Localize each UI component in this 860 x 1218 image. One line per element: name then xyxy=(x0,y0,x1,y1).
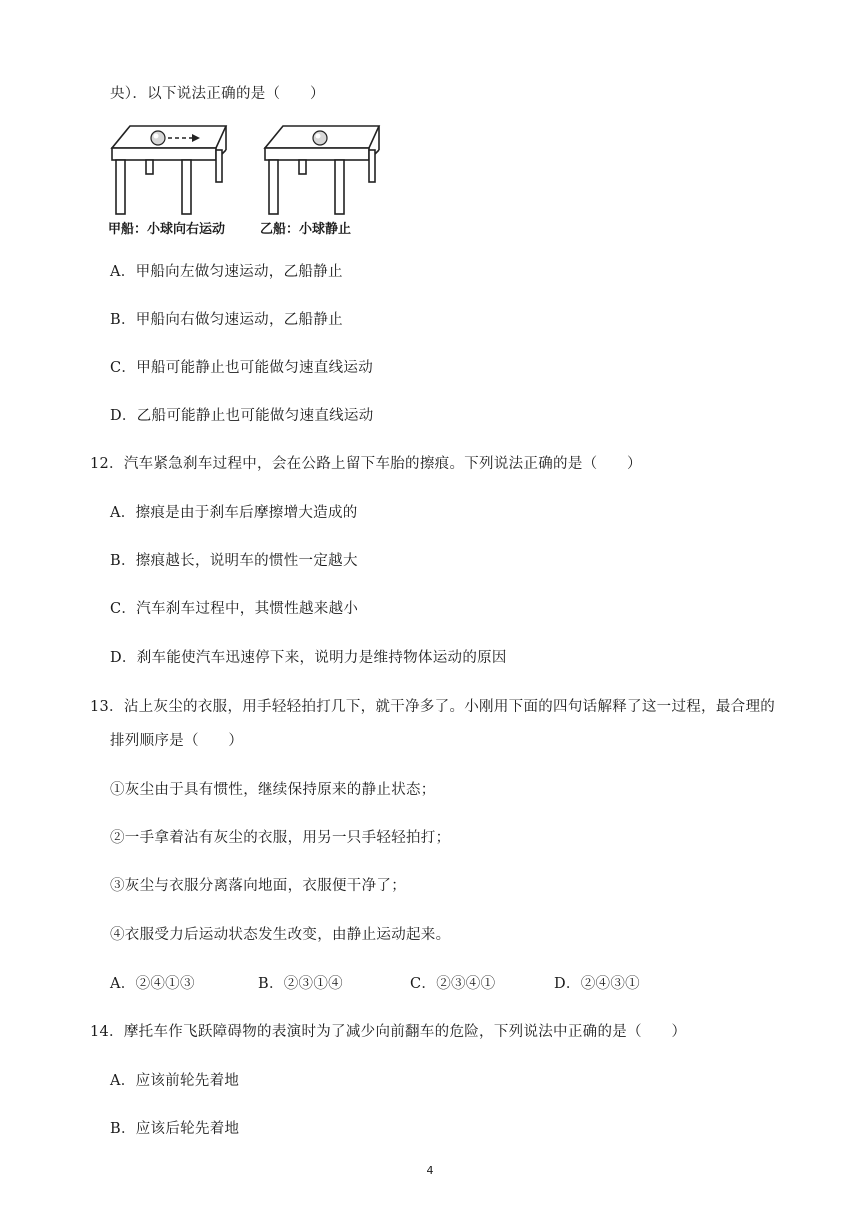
q13-statement-4: ④衣服受力后运动状态发生改变，由静止运动起来。 xyxy=(110,927,451,943)
q13-statement-3: ③灰尘与衣服分离落向地面，衣服便干净了； xyxy=(110,878,406,894)
q11-option-a: A．甲船向左做匀速运动，乙船静止 xyxy=(110,264,343,280)
q14-option-a: A．应该前轮先着地 xyxy=(110,1073,240,1089)
q13-stem-line2: 排列顺序是（ ） xyxy=(110,733,244,749)
q13-statement-2: ②一手拿着沾有灰尘的衣服，用另一只手轻轻拍打； xyxy=(110,830,451,846)
q12-option-b: B．擦痕越长，说明车的惯性一定越大 xyxy=(110,553,358,569)
q13-stem-line1: 13．沾上灰尘的衣服，用手轻轻拍打几下，就干净多了。小刚用下面的四句话解释了这一过程，最合理的 xyxy=(90,699,776,715)
q13-choice-b: B．②③①④ xyxy=(258,976,343,992)
figure-caption-right: 乙船：小球静止 xyxy=(260,222,352,237)
q11-stem-tail: 央）．以下说法正确的是（ ） xyxy=(110,86,325,102)
table-illustrations xyxy=(108,122,388,218)
q12-option-d: D．刹车能使汽车迅速停下来，说明力是维持物体运动的原因 xyxy=(110,650,507,666)
ball-left-icon xyxy=(151,131,165,145)
q14-stem: 14．摩托车作飞跃障碍物的表演时为了减少向前翻车的危险，下列说法中正确的是（ ） xyxy=(90,1024,687,1040)
q12-option-a: A．擦痕是由于刹车后摩擦增大造成的 xyxy=(110,505,358,521)
q13-choice-c: C．②③④① xyxy=(410,976,496,992)
q11-figure xyxy=(108,122,388,240)
figure-caption-left: 甲船：小球向右运动 xyxy=(108,222,226,237)
q11-option-b: B．甲船向右做匀速运动，乙船静止 xyxy=(110,312,343,328)
q13-choice-d: D．②④③① xyxy=(554,976,640,992)
q11-option-c: C．甲船可能静止也可能做匀速直线运动 xyxy=(110,360,373,376)
page-number: 4 xyxy=(426,1164,434,1177)
q12-stem: 12．汽车紧急刹车过程中，会在公路上留下车胎的擦痕。下列说法正确的是（ ） xyxy=(90,456,642,472)
q13-statement-1: ①灰尘由于具有惯性，继续保持原来的静止状态； xyxy=(110,782,436,798)
ball-right-icon xyxy=(313,131,327,145)
q13-choice-a: A．②④①③ xyxy=(110,976,195,992)
table-left xyxy=(112,126,226,214)
q11-option-d: D．乙船可能静止也可能做匀速直线运动 xyxy=(110,408,374,424)
q12-option-c: C．汽车刹车过程中，其惯性越来越小 xyxy=(110,601,359,617)
q14-option-b: B．应该后轮先着地 xyxy=(110,1121,240,1137)
